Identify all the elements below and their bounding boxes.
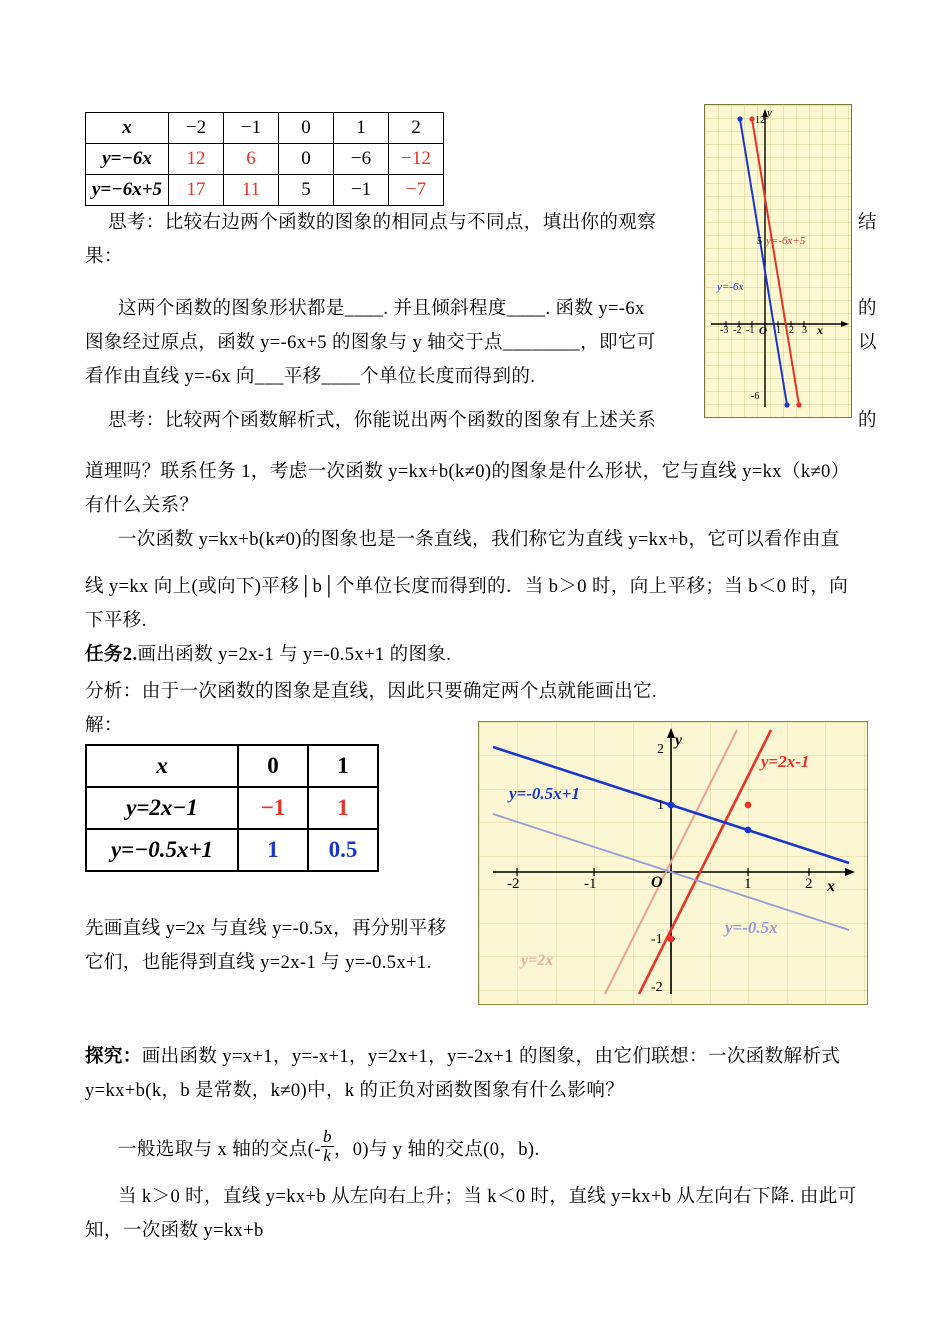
table-cell: −1	[224, 113, 279, 144]
table-row	[86, 745, 378, 787]
table-cell: −7	[389, 175, 444, 206]
row-header: y=−0.5x+1	[86, 829, 238, 871]
paragraph-think-2-tail: 的	[858, 411, 877, 431]
paragraph-translate: 看作由直线 y=-6x 向___平移____个单位长度而得到的.	[85, 367, 536, 387]
graph1-ytick-5: 5	[757, 236, 762, 247]
paragraph-shape-tail: 的	[858, 299, 877, 319]
table-cell: 0	[238, 745, 308, 787]
graph2-ytick-2: 2	[657, 742, 664, 757]
paragraph-think-1: 思考：比较右边两个函数的图象的相同点与不同点，填出你的观察	[108, 213, 657, 233]
analysis-line: 分析：由于一次函数的图象是直线，因此只要确定两个点就能画出它.	[85, 682, 658, 702]
graph-task2	[478, 721, 868, 1005]
table-row	[86, 175, 444, 206]
note-line-1: 先画直线 y=2x 与直线 y=-0.5x，再分别平移	[85, 919, 447, 939]
explore-text: 画出函数 y=x+1，y=-x+1，y=2x+1，y=-2x+1 的图象，由它们联想：一次函数解析式	[141, 1047, 841, 1067]
table-cell: −6	[334, 144, 389, 175]
graph2-xtick-minus2: -2	[507, 876, 520, 892]
graph1-svg	[705, 105, 851, 417]
graph2-axis-x-label: x	[827, 878, 835, 895]
graph1-axis-y-label: y	[767, 107, 772, 119]
graph1-xtick-3: 3	[802, 325, 807, 336]
graph2-xtick-1: 1	[744, 876, 752, 892]
table-cell: −12	[389, 144, 444, 175]
explore-line-2: y=kx+b(k，b 是常数，k≠0)中，k 的正负对函数图象有什么影响？	[85, 1081, 625, 1101]
graph1-xtick-minus2: -2	[733, 325, 742, 336]
graph1-ytick-12: 12	[755, 115, 765, 126]
table-cell: 0	[279, 144, 334, 175]
fraction-denominator: k	[323, 1145, 332, 1165]
paragraph-conclusion-3: 下平移.	[85, 611, 147, 631]
table-cell: 0.5	[308, 829, 378, 871]
graph2-ytick-minus1: -1	[651, 932, 663, 947]
task2-text: 画出函数 y=2x-1 与 y=-0.5x+1 的图象.	[137, 645, 452, 665]
intercept-pre: 一般选取与 x 轴的交点(-	[118, 1139, 321, 1160]
paragraph-think-2: 思考：比较两个函数解析式，你能说出两个函数的图象有上述关系	[108, 411, 657, 431]
graph1-origin-label: O	[759, 325, 767, 337]
solution-label: 解：	[85, 716, 123, 736]
task2-label: 任务2.	[85, 645, 138, 665]
graph1-xtick-1: 1	[776, 325, 781, 336]
graph2-label-red: y=2x-1	[761, 752, 810, 771]
graph2-ytick-minus2: -2	[651, 980, 663, 995]
graph1-axis-x-label: x	[817, 323, 823, 337]
table-cell: 0	[279, 113, 334, 144]
table-cell: 1	[308, 745, 378, 787]
row-header: y=−6x+5	[86, 175, 169, 206]
row-header: x	[86, 745, 238, 787]
table-cell: −1	[334, 175, 389, 206]
graph1-label-blue: y=-6x	[717, 281, 744, 293]
table-cell: 12	[169, 144, 224, 175]
function-values-table-1	[85, 112, 444, 206]
table-cell: 2	[389, 113, 444, 144]
paragraph-shape: 这两个函数的图象形状都是____. 并且倾斜程度____. 函数 y=-6x	[118, 299, 645, 319]
paragraph-origin: 图象经过原点，函数 y=-6x+5 的图象与 y 轴交于点________，即它可	[85, 333, 656, 353]
table-row	[86, 787, 378, 829]
paragraph-think-2-cont: 道理吗？联系任务 1，考虑一次函数 y=kx+b(k≠0)的图象是什么形状，它与直线 y=kx（k≠0）	[85, 462, 850, 482]
table-cell: 1	[334, 113, 389, 144]
row-header: y=2x−1	[86, 787, 238, 829]
paragraph-think-1-cont: 果：	[85, 247, 123, 267]
graph2-xtick-2: 2	[805, 876, 813, 892]
table-cell: 17	[169, 175, 224, 206]
intercept-line	[118, 1128, 540, 1167]
table-row	[86, 113, 444, 144]
table-row	[86, 144, 444, 175]
explore-line	[85, 1040, 885, 1074]
table-cell: 11	[224, 175, 279, 206]
slope-line-2: 知，一次函数 y=kx+b	[85, 1221, 264, 1241]
graph1-xtick-minus3: -3	[720, 325, 729, 336]
function-values-table-2	[85, 744, 379, 872]
paragraph-think-1-tail: 结	[858, 213, 877, 233]
graph1-xtick-2: 2	[789, 325, 794, 336]
graph2-label-lavender: y=-0.5x	[725, 918, 778, 937]
task2-line	[85, 638, 451, 672]
graph2-ytick-1: 1	[657, 798, 664, 813]
graph1-label-red: y=-6x+5	[766, 235, 806, 247]
graph2-axis-y-label: y	[675, 732, 683, 749]
graph2-label-pink: y=2x	[521, 952, 554, 969]
table-cell: 1	[308, 787, 378, 829]
table-row	[86, 829, 378, 871]
fraction-b-over-k	[321, 1128, 334, 1165]
paragraph-think-2-cont2: 有什么关系？	[85, 496, 199, 516]
table-cell: 5	[279, 175, 334, 206]
graph-y-equals-minus-6x	[704, 104, 852, 418]
intercept-post: ，0)与 y 轴的交点(0，b).	[333, 1139, 540, 1160]
row-header: x	[86, 113, 169, 144]
table-cell: −2	[169, 113, 224, 144]
graph2-xtick-minus1: -1	[584, 876, 597, 892]
note-line-2: 它们，也能得到直线 y=2x-1 与 y=-0.5x+1.	[85, 953, 432, 973]
row-header: y=−6x	[86, 144, 169, 175]
graph1-ytick-minus6: -6	[751, 391, 760, 402]
graph2-origin-label: O	[651, 874, 663, 891]
explore-label: 探究：	[85, 1047, 142, 1067]
paragraph-conclusion-1: 一次函数 y=kx+b(k≠0)的图象也是一条直线，我们称它为直线 y=kx+b，它可以看作由直	[118, 530, 840, 550]
table-cell: −1	[238, 787, 308, 829]
slope-line-1: 当 k＞0 时，直线 y=kx+b 从左向右上升；当 k＜0 时，直线 y=kx+b 从左向右下降. 由此可	[118, 1187, 857, 1207]
table-cell: 1	[238, 829, 308, 871]
paragraph-origin-tail: 以	[858, 333, 877, 353]
graph2-label-blue: y=-0.5x+1	[509, 784, 580, 803]
fraction-numerator: b	[322, 1127, 332, 1146]
table-cell: 6	[224, 144, 279, 175]
paragraph-conclusion-2: 线 y=kx 向上(或向下)平移│b│个单位长度而得到的．当 b＞0 时，向上平移；当 b＜0 时，向	[85, 577, 849, 597]
graph1-xtick-minus1: -1	[746, 325, 755, 336]
